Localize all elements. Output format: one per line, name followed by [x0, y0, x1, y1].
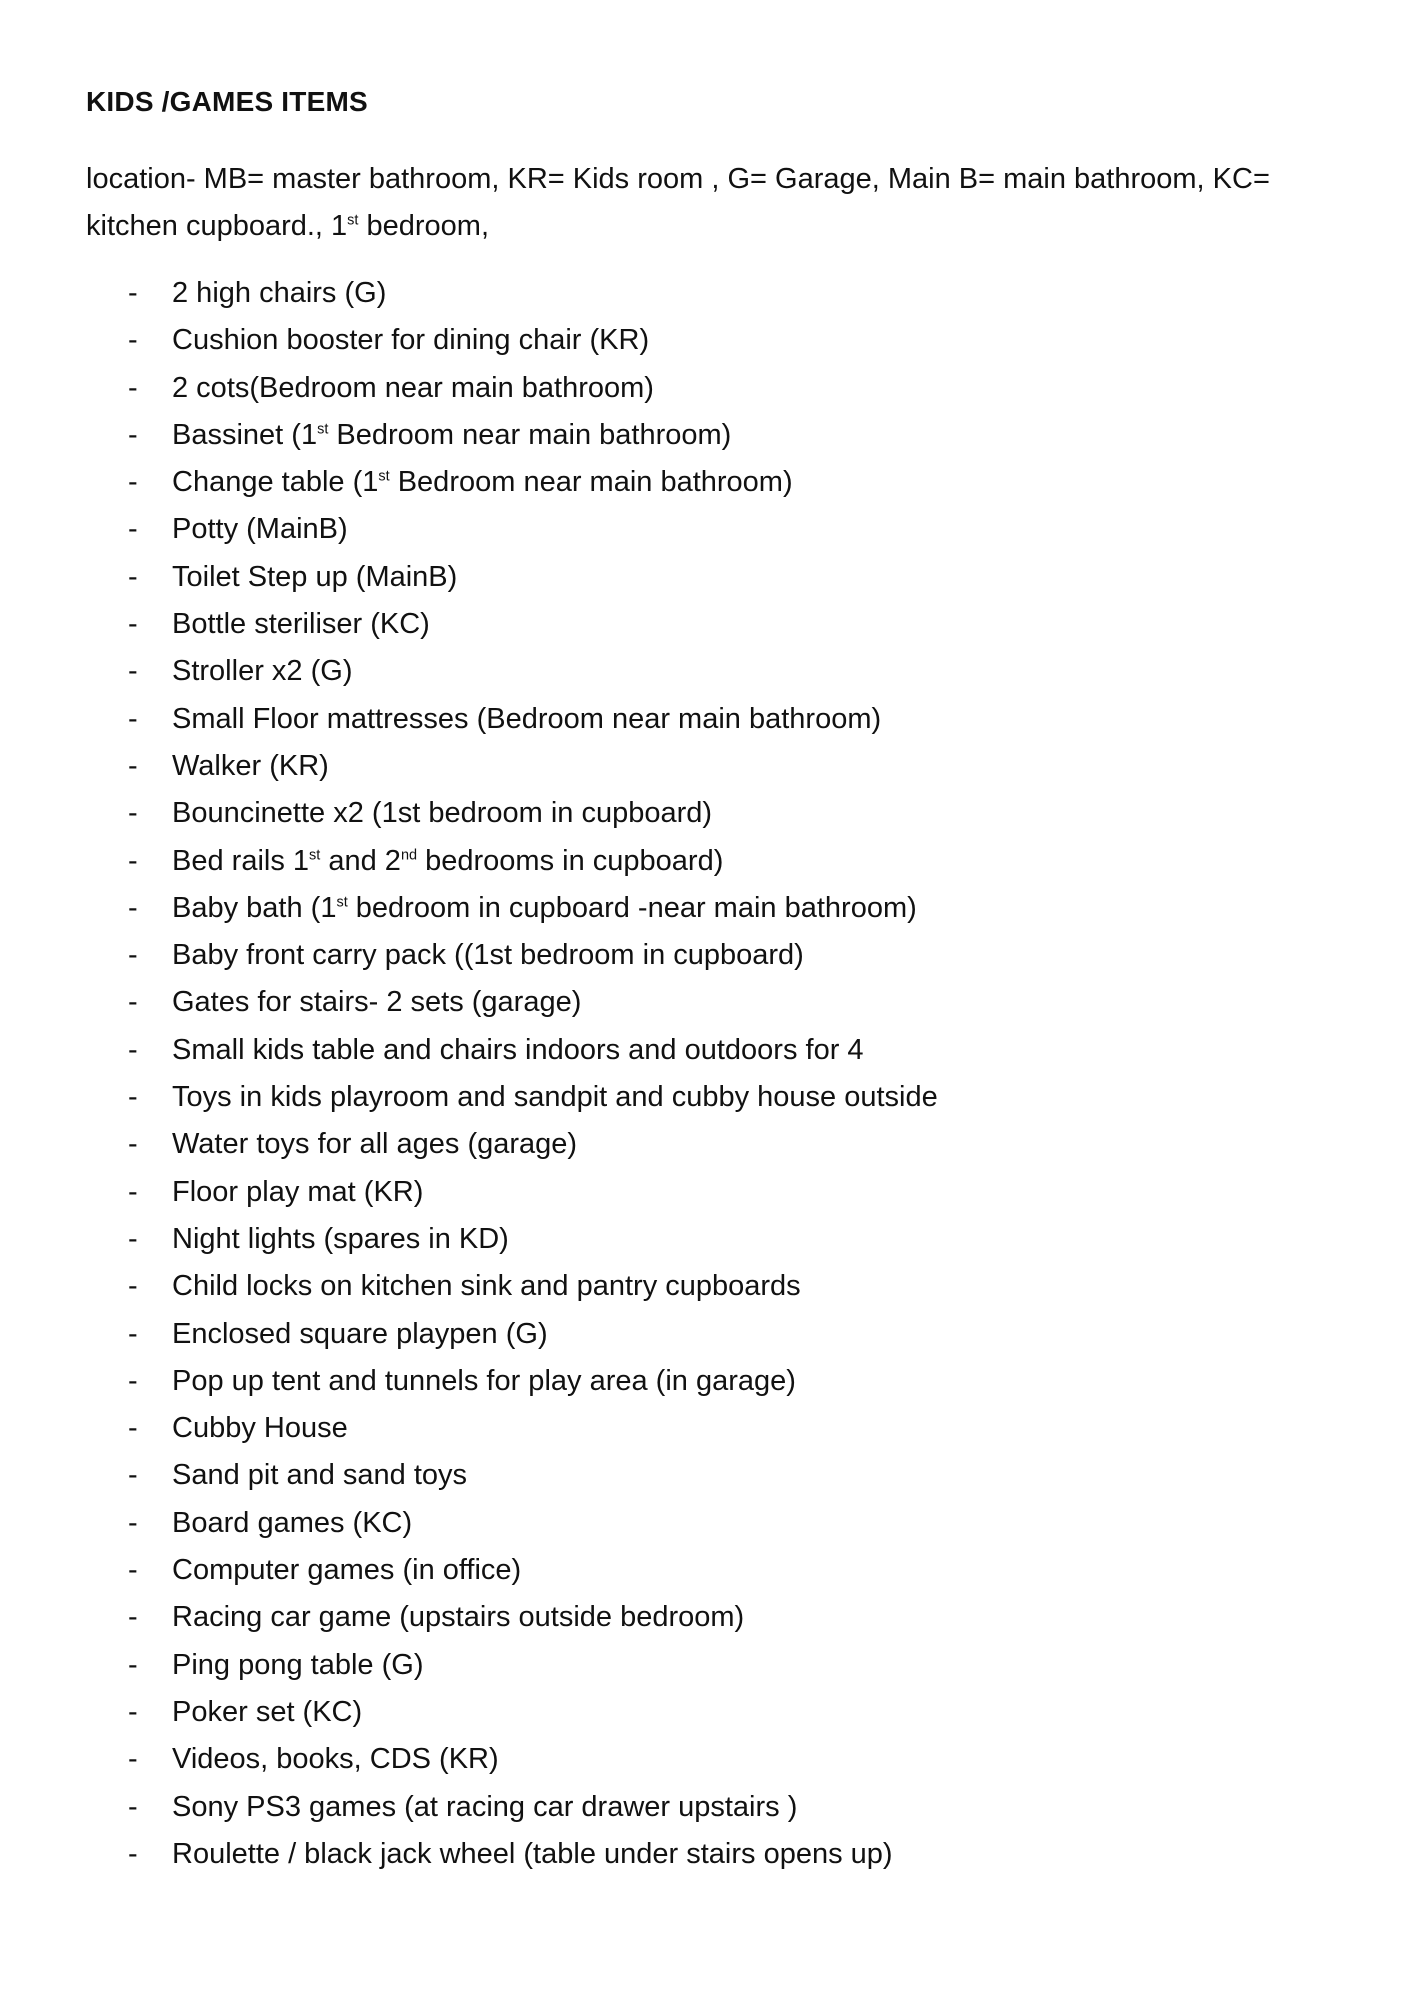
item-text-part: Water toys for all ages (garage): [172, 1128, 578, 1161]
item-text: [172, 696, 881, 743]
item-text: [172, 601, 430, 648]
item-list: [0, 270, 1415, 1878]
item-text: [172, 1452, 467, 1499]
item-text-part: Poker set (KC): [172, 1695, 363, 1728]
list-item: [0, 1831, 1415, 1878]
bullet-dash: -: [128, 939, 138, 972]
item-text-part: Bed rails 1: [172, 844, 310, 877]
item-text: [172, 885, 917, 932]
list-item: [0, 1263, 1415, 1310]
bullet-dash: -: [128, 1364, 138, 1397]
bullet-dash: -: [128, 1128, 138, 1161]
legend-line-2-end: bedroom,: [358, 210, 490, 242]
legend-line-2-start: kitchen cupboard., 1: [86, 210, 348, 242]
item-text: [172, 1547, 521, 1594]
item-text-part: Enclosed square playpen (G): [172, 1317, 548, 1350]
item-text: [172, 1500, 412, 1547]
page-title: KIDS /GAMES ITEMS: [86, 86, 368, 117]
list-item: [0, 1500, 1415, 1547]
list-item: [0, 1405, 1415, 1452]
bullet-dash: -: [128, 277, 138, 309]
list-item: [0, 1784, 1415, 1831]
item-text: [172, 1405, 348, 1452]
list-item: [0, 932, 1415, 979]
item-text: [172, 365, 654, 412]
bullet-dash: -: [128, 1790, 138, 1823]
item-superscript: st: [309, 846, 321, 863]
item-text: [172, 1736, 499, 1783]
bullet-dash: -: [128, 1412, 138, 1445]
list-item: [0, 1216, 1415, 1263]
item-text-part: Racing car game (upstairs outside bedroom): [172, 1601, 745, 1634]
list-item: [0, 1642, 1415, 1689]
item-text-part: bedrooms in cupboard): [417, 844, 724, 877]
bullet-dash: -: [128, 986, 138, 1019]
item-text: [172, 1358, 796, 1405]
list-item: [0, 365, 1415, 412]
list-item: [0, 1311, 1415, 1358]
bullet-dash: -: [128, 1270, 138, 1303]
location-legend: [86, 156, 1346, 250]
item-text: [172, 1311, 548, 1358]
list-item: [0, 554, 1415, 601]
list-item: [0, 506, 1415, 553]
item-text: [172, 1216, 509, 1263]
legend-line-1: location- MB= master bathroom, KR= Kids room , G= Garage, Main B= main bathroom, KC=: [86, 163, 1270, 195]
item-text: [172, 743, 329, 790]
item-text-part: Walker (KR): [172, 749, 329, 782]
item-text-part: and 2: [320, 844, 401, 877]
bullet-dash: -: [128, 1695, 138, 1728]
item-text: [172, 1594, 744, 1641]
item-text: [172, 554, 457, 601]
item-superscript: nd: [400, 846, 418, 863]
item-text: [172, 317, 649, 364]
list-item: [0, 1121, 1415, 1168]
item-text: [172, 1689, 362, 1736]
item-text-part: Bassinet (1: [172, 418, 318, 451]
item-text: [172, 1784, 797, 1831]
bullet-dash: -: [128, 513, 138, 546]
item-text-part: Change table (1: [172, 466, 379, 499]
item-text-part: Ping pong table (G): [172, 1648, 424, 1681]
item-text: [172, 648, 352, 695]
bullet-dash: -: [128, 1222, 138, 1255]
list-item: [0, 838, 1415, 885]
list-item: [0, 1074, 1415, 1121]
item-text-part: Baby bath (1: [172, 891, 337, 924]
list-item: [0, 1736, 1415, 1783]
item-text-part: Videos, books, CDS (KR): [172, 1743, 499, 1776]
list-item: [0, 270, 1415, 317]
bullet-dash: -: [128, 1743, 138, 1776]
item-text: [172, 790, 712, 837]
item-text: [172, 1263, 801, 1310]
legend-superscript: st: [347, 212, 359, 229]
item-text-part: Bouncinette x2 (1st bedroom in cupboard): [172, 797, 713, 830]
item-superscript: st: [317, 421, 329, 438]
item-text-part: Roulette / black jack wheel (table under stairs opens up): [172, 1837, 893, 1870]
item-superscript: st: [336, 894, 348, 911]
bullet-dash: -: [128, 1648, 138, 1681]
item-text-part: Bedroom near main bathroom): [328, 418, 732, 451]
list-item: [0, 743, 1415, 790]
item-text-part: Bedroom near main bathroom): [389, 466, 793, 499]
item-text: [172, 932, 804, 979]
item-text-part: Child locks on kitchen sink and pantry cupboards: [172, 1270, 801, 1303]
item-text: [172, 1027, 864, 1074]
list-item: [0, 1547, 1415, 1594]
item-text-part: Potty (MainB): [172, 513, 348, 546]
item-text-part: Pop up tent and tunnels for play area (in garage): [172, 1364, 796, 1397]
list-item: [0, 1452, 1415, 1499]
item-text-part: Stroller x2 (G): [172, 655, 353, 688]
item-superscript: st: [378, 468, 390, 485]
bullet-dash: -: [128, 1506, 138, 1539]
item-text-part: bedroom in cupboard -near main bathroom): [347, 891, 917, 924]
bullet-dash: -: [128, 371, 138, 404]
list-item: [0, 1027, 1415, 1074]
item-text: [172, 506, 348, 553]
bullet-dash: -: [128, 655, 138, 688]
item-text-part: Cushion booster for dining chair (KR): [172, 324, 650, 357]
item-text: [172, 1642, 423, 1689]
bullet-dash: -: [128, 891, 138, 924]
bullet-dash: -: [128, 1175, 138, 1208]
item-text-part: Bottle steriliser (KC): [172, 608, 430, 641]
bullet-dash: -: [128, 466, 138, 499]
list-item: [0, 648, 1415, 695]
item-text: [172, 412, 731, 459]
item-text-part: Sony PS3 games (at racing car drawer upstairs ): [172, 1790, 798, 1823]
item-text: [172, 270, 386, 317]
item-text: [172, 838, 723, 885]
item-text: [172, 1121, 577, 1168]
bullet-dash: -: [128, 418, 138, 451]
item-text-part: Small Floor mattresses (Bedroom near main bathroom): [172, 702, 882, 735]
bullet-dash: -: [128, 1081, 138, 1114]
item-text: [172, 1074, 938, 1121]
item-text-part: Board games (KC): [172, 1506, 413, 1539]
item-text-part: 2 high chairs (G): [172, 277, 387, 309]
item-text: [172, 459, 793, 506]
list-item: [0, 790, 1415, 837]
item-text: [172, 1831, 893, 1878]
bullet-dash: -: [128, 844, 138, 877]
bullet-dash: -: [128, 1837, 138, 1870]
bullet-dash: -: [128, 1601, 138, 1634]
item-text-part: 2 cots(Bedroom near main bathroom): [172, 371, 654, 404]
item-text-part: Small kids table and chairs indoors and outdoors for 4: [172, 1033, 864, 1066]
list-item: [0, 317, 1415, 364]
item-text-part: Floor play mat (KR): [172, 1175, 424, 1208]
list-item: [0, 1358, 1415, 1405]
item-text-part: Night lights (spares in KD): [172, 1222, 509, 1255]
list-item: [0, 459, 1415, 506]
item-text: [172, 979, 581, 1026]
list-item: [0, 601, 1415, 648]
list-item: [0, 1689, 1415, 1736]
item-text-part: Toys in kids playroom and sandpit and cubby house outside: [172, 1081, 938, 1114]
bullet-dash: -: [128, 560, 138, 593]
bullet-dash: -: [128, 1554, 138, 1587]
item-text-part: Sand pit and sand toys: [172, 1459, 468, 1492]
list-item: [0, 1594, 1415, 1641]
list-item: [0, 412, 1415, 459]
list-item: [0, 885, 1415, 932]
list-item: [0, 696, 1415, 743]
bullet-dash: -: [128, 324, 138, 357]
list-item: [0, 1169, 1415, 1216]
bullet-dash: -: [128, 749, 138, 782]
bullet-dash: -: [128, 608, 138, 641]
bullet-dash: -: [128, 797, 138, 830]
item-text-part: Toilet Step up (MainB): [172, 560, 458, 593]
item-text-part: Gates for stairs- 2 sets (garage): [172, 986, 582, 1019]
bullet-dash: -: [128, 1459, 138, 1492]
item-text: [172, 1169, 423, 1216]
bullet-dash: -: [128, 1033, 138, 1066]
bullet-dash: -: [128, 702, 138, 735]
bullet-dash: -: [128, 1317, 138, 1350]
item-text-part: Baby front carry pack ((1st bedroom in cupboard): [172, 939, 804, 972]
item-text-part: Cubby House: [172, 1412, 348, 1445]
item-text-part: Computer games (in office): [172, 1554, 522, 1587]
list-item: [0, 979, 1415, 1026]
